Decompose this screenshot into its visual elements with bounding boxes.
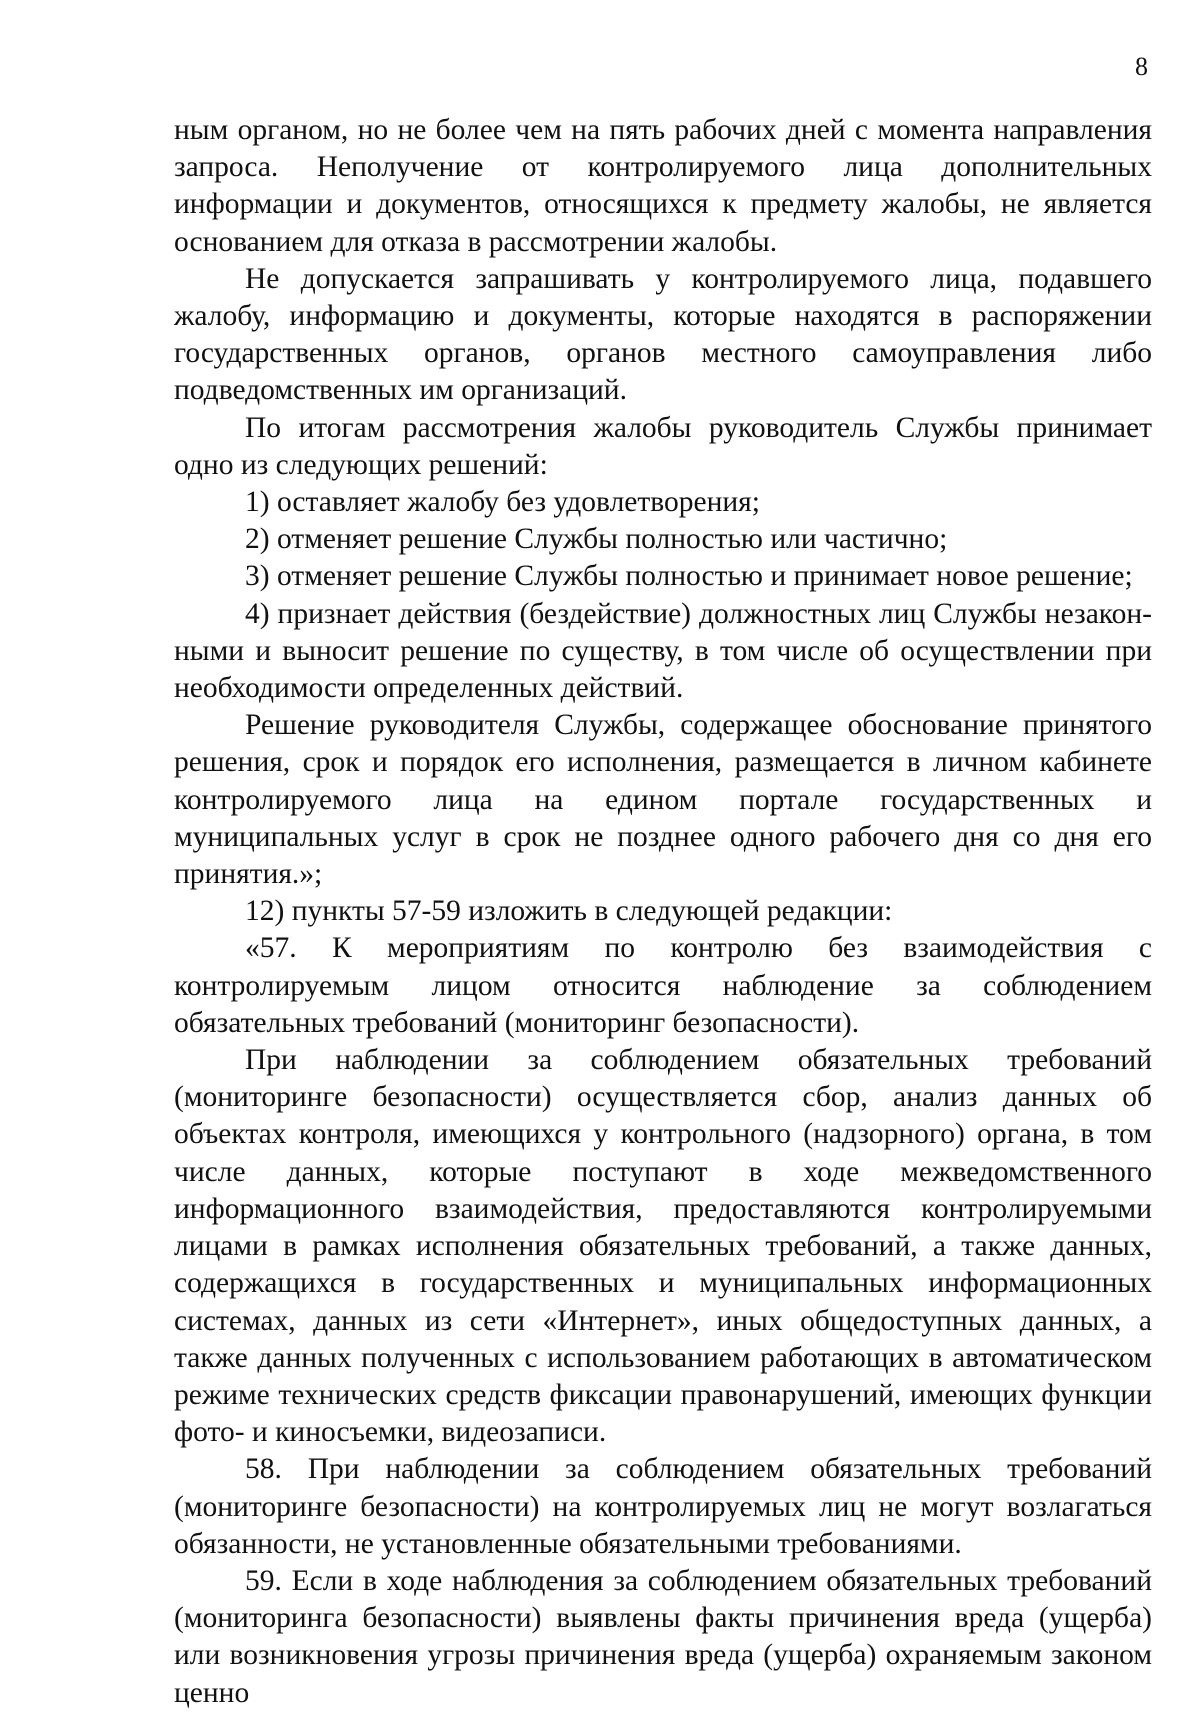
paragraph-decision-placement: Решение руководителя Службы, содержащее обоснование принятого решения, срок и порядок его исполнения, размещается в личном кабинете контролируемого лица на едином портале государственных и муниципальных услуг в срок не позднее одного рабочего дня со дня его принятия.»; [174,709,1152,891]
paragraph-decisions-intro: По итогам рассмотрения жалобы руководитель Службы принимает одно из следующих решений: [174,411,1152,481]
paragraph-point-58: 58. При наблюдении за соблюдением обязательных требований (мониторинге безопасности) на контролируемых лиц не могут возлагаться обязанности, не установленные обязательными требованиями. [174,1453,1152,1560]
paragraph-point-59: 59. Если в ходе наблюдения за соблюдением обязательных требований (мониторинга безопасности) выявлены факты причинения вреда (ущерба) или возникновения угрозы причинения вреда (ущерба) охраняемым законом ценно [174,1564,1152,1709]
body-text [174,112,1152,1712]
list-item-1: 1) оставляет жалобу без удовлетворения; [245,486,760,519]
paragraph-continuation: ным органом, но не более чем на пять рабочих дней с момента направления запроса. Неполучение от контролируемого лица дополнительных информации и документов, относящихся к предмету жалобы, не является основанием для отказа в рассмотрении жалобы. [174,114,1152,258]
paragraph-point-57: «57. К мероприятиям по контролю без взаимодействия с контролируемым лицом относится наблюдение за соблюдением обязательных требований (мониторинг безопасности). [174,932,1152,1039]
paragraph-no-request: Не допускается запрашивать у контролируемого лица, подавшего жалобу, информацию и документы, которые находятся в распоряжении государственных органов, органов местного самоуправления либо подведомственных им организаций. [174,262,1152,407]
list-item-3: 3) отменяет решение Службы полностью и принимает новое решение; [245,560,1133,593]
paragraph-item-12: 12) пункты 57-59 изложить в следующей редакции: [245,895,893,928]
page-number: 8 [1135,52,1148,81]
list-item-2: 2) отменяет решение Службы полностью или частично; [245,523,948,556]
list-item-4: 4) признает действия (бездействие) должностных лиц Службы незаконными и выносит решение по существу, в том числе об осуществлении при необходимости определенных действий. [174,597,1152,705]
paragraph-monitoring-data: При наблюдении за соблюдением обязательных требований (мониторинге безопасности) осуществляется сбор, анализ данных об объектах контроля, имеющихся у контрольного (надзорного) органа, в том числе данных, которые поступают в ходе межведомственного информационного взаимодействия, предоставляются контролируемыми лицами в рамках исполнения обязательных требований, а также данных, содержащихся в государственных и муниципальных информационных системах, данных из сети «Интернет», иных общедоступных данных, а также данных полученных с использованием работающих в автоматическом режиме технических средств фиксации правонарушений, имеющих функции фото- и киносъемки, видеозаписи. [174,1044,1152,1449]
